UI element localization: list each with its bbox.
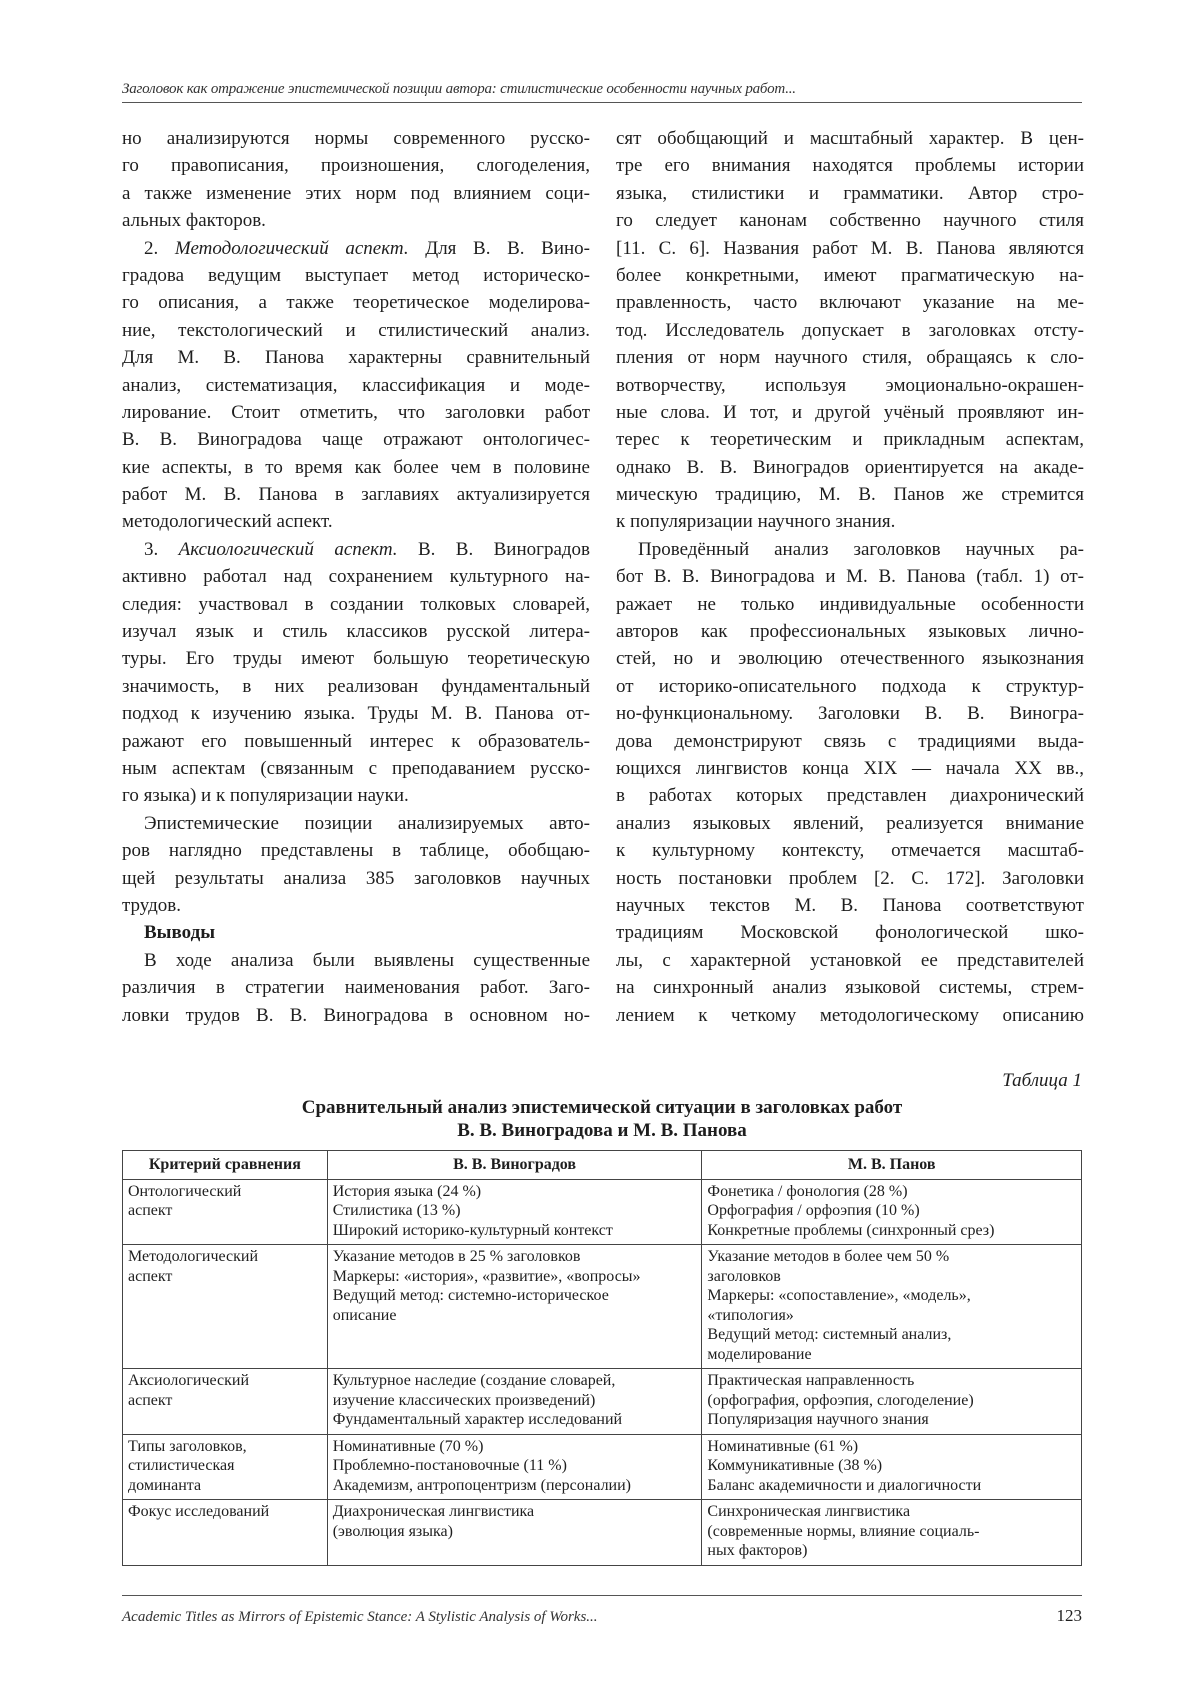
text-line: к культурному контексту, отмечается масштаб- [616, 840, 1084, 862]
text-line: следия: участвовал в создании толковых словарей, [122, 593, 590, 615]
text-line: Проведённый анализ заголовков научных ра- [638, 538, 1084, 560]
header-rule [122, 102, 1082, 103]
criterion-cell [123, 1500, 328, 1566]
text-line: стей, но и эволюцию отечественного языкознания [616, 648, 1084, 670]
text-line: [11. С. 6]. Названия работ М. В. Панова являются [616, 237, 1084, 259]
footer-rule [122, 1595, 1082, 1596]
text-line: тре его внимания находятся проблемы истории [616, 155, 1084, 177]
text-line: на синхронный анализ языковой системы, стрем- [616, 977, 1084, 999]
cell-line: Проблемно-постановочные (11 %) [332, 1457, 567, 1474]
aspect-term: Аксиологический аспект. [178, 538, 398, 560]
paragraph [616, 125, 1084, 536]
left-column [122, 125, 590, 1029]
text-line: В. В. Виноградова чаще отражают онтологичес- [122, 429, 590, 451]
text-line: градова ведущим выступает метод историческо- [122, 264, 590, 286]
text-run: Для В. В. Вино- [425, 237, 590, 259]
text-line: кие аспекты, в то время как более чем в половине [122, 456, 590, 478]
text-line: однако В. В. Виноградов ориентируется на акаде- [616, 456, 1084, 478]
text-line: лирование. Стоит отметить, что заголовки работ [122, 401, 590, 423]
text-line: ющихся лингвистов конца XIX — начала XX вв., [616, 757, 1084, 779]
column-header: Критерий сравнения [123, 1151, 328, 1180]
text-line: ров наглядно представлены в таблице, обобщаю- [122, 840, 590, 862]
text-line: изучал язык и стиль классиков русской литера- [122, 621, 590, 643]
text-line: туры. Его труды имеют большую теоретическую [122, 648, 590, 670]
table-row [123, 1369, 1082, 1435]
cell-line: описание [332, 1306, 397, 1324]
text-line: правленность, часто включают указание на ме- [616, 292, 1084, 314]
cell-line: стилистическая [128, 1457, 235, 1474]
cell-line: (современные нормы, влияние социаль- [707, 1522, 980, 1540]
text-line: традициям Московской фонологической шко- [616, 922, 1084, 944]
paragraph-axiological [122, 536, 590, 810]
cell-line: Практическая направленность [707, 1372, 915, 1389]
text-line: авторов как профессиональных языковых лично- [616, 621, 1084, 643]
text-line: ловки трудов В. В. Виноградова в основном но- [122, 1004, 590, 1026]
text-line: го описания, а также теоретическое моделирова- [122, 292, 590, 314]
cell-line: Стилистика (13 %) [332, 1202, 461, 1219]
text-line: ние, текстологический и стилистический анализ. [122, 319, 590, 341]
aspect-term: Методологический аспект. [174, 237, 409, 259]
text-line: ным аспектам (связанным с преподаванием русско- [122, 757, 590, 779]
paragraph [122, 947, 590, 1029]
text-line: от историко-описательного подхода к структур- [616, 675, 1084, 697]
cell-line: Культурное наследие (создание словарей, [332, 1372, 616, 1389]
text-line: научных текстов М. В. Панова соответствуют [616, 894, 1084, 916]
list-number: 2. [144, 237, 159, 259]
text-line: альных факторов. [122, 210, 266, 232]
table-row [123, 1500, 1082, 1566]
text-line: щей результаты анализа 385 заголовков научных [122, 867, 590, 889]
cell-line: Онтологический [128, 1182, 242, 1200]
text-line: методологический аспект. [122, 511, 333, 533]
cell-line: доминанта [128, 1476, 202, 1494]
running-header: Заголовок как отражение эпистемической позиции автора: стилистические особенности научных работ... [122, 81, 796, 97]
cell-line: изучение классических произведений) [332, 1391, 596, 1409]
cell-line: (эволюция языка) [332, 1522, 453, 1540]
text-line: более конкретными, имеют прагматическую на- [616, 264, 1084, 286]
text-line: но-функциональному. Заголовки В. В. Виногра- [616, 703, 1084, 725]
cell-line: Номинативные (70 %) [332, 1437, 484, 1455]
text-line: лы, с характерной установкой ее представителей [616, 949, 1084, 971]
text-line: ражает не только индивидуальные особенности [616, 593, 1084, 615]
cell-line: Синхроническая лингвистика [707, 1503, 911, 1520]
panov-cell [702, 1245, 1082, 1369]
text-line [122, 536, 590, 563]
cell-line: моделирование [707, 1345, 812, 1363]
text-line: подход к изучению языка. Труды М. В. Панова от- [122, 703, 590, 725]
panov-cell [702, 1500, 1082, 1566]
text-line: Для М. В. Панова характерны сравнительный [122, 347, 590, 369]
criterion-cell [123, 1179, 328, 1245]
vinogradov-cell [327, 1500, 702, 1566]
cell-line: Фонетика / фонология (28 %) [707, 1182, 908, 1200]
table-row [123, 1434, 1082, 1500]
cell-line: Ведущий метод: системно-историческое [332, 1287, 609, 1304]
cell-line: ных факторов) [707, 1542, 808, 1559]
cell-line: Аксиологический [128, 1372, 250, 1389]
text-line: дова демонстрируют связь с традициями выда- [616, 730, 1084, 752]
text-line: ность постановки проблем [2. С. 172]. Заголовки [616, 867, 1084, 889]
cell-line: Указание методов в более чем 50 % [707, 1248, 950, 1265]
text-line: активно работал над сохранением культурного на- [122, 566, 590, 588]
text-run: В. В. Виноградов [417, 538, 590, 560]
cell-line: Широкий историко-культурный контекст [332, 1221, 613, 1239]
text-line: работ М. В. Панова в заглавиях актуализируется [122, 484, 590, 506]
panov-cell [702, 1179, 1082, 1245]
column-header: М. В. Панов [702, 1151, 1082, 1180]
text-line: го языка) и к популяризации науки. [122, 785, 409, 807]
text-line: лением к четкому методологическому описанию [616, 1004, 1084, 1026]
section-heading: Выводы [144, 922, 216, 944]
cell-line: Маркеры: «история», «развитие», «вопросы» [332, 1267, 641, 1285]
text-line: но анализируются нормы современного русско- [122, 128, 590, 149]
table-row [123, 1245, 1082, 1369]
cell-line: Маркеры: «сопоставление», «модель», [707, 1287, 971, 1304]
text-line: ражают его повышенный интерес к образователь- [122, 730, 590, 752]
table-label: Таблица 1 [1002, 1070, 1082, 1091]
table-title-line: В. В. Виноградова и М. В. Панова [457, 1120, 747, 1141]
cell-line: (орфография, орфоэпия, слогоделение) [707, 1391, 974, 1409]
cell-line: аспект [128, 1202, 173, 1219]
text-line: анализ языковых явлений, реализуется внимание [616, 812, 1084, 834]
text-line: вотворчеству, используя эмоционально-окрашен- [616, 374, 1084, 396]
vinogradov-cell [327, 1434, 702, 1500]
criterion-cell [123, 1245, 328, 1369]
cell-line: Баланс академичности и диалогичности [707, 1476, 982, 1494]
text-line: различия в стратегии наименования работ. Заго- [122, 977, 590, 999]
text-line: Эпистемические позиции анализируемых авто- [144, 812, 590, 834]
cell-line: Указание методов в 25 % заголовков [332, 1248, 581, 1265]
text-line: сят обобщающий и масштабный характер. В цен- [616, 128, 1084, 149]
text-line: ные слова. И тот, и другой учёный проявляют ин- [616, 401, 1084, 423]
text-line: значимость, в них реализован фундаментальный [122, 675, 590, 697]
list-number: 3. [144, 538, 159, 560]
cell-line: Ведущий метод: системный анализ, [707, 1326, 952, 1343]
paragraph [616, 536, 1084, 1029]
vinogradov-cell [327, 1369, 702, 1435]
cell-line: Коммуникативные (38 %) [707, 1457, 883, 1474]
text-line: трудов. [122, 894, 181, 916]
panov-cell [702, 1369, 1082, 1435]
cell-line: «типология» [707, 1306, 794, 1324]
column-header: В. В. Виноградов [327, 1151, 702, 1180]
criterion-cell [123, 1369, 328, 1435]
cell-line: Конкретные проблемы (синхронный срез) [707, 1221, 995, 1239]
cell-line: Фокус исследований [128, 1503, 270, 1520]
cell-line: Типы заголовков, [128, 1437, 247, 1455]
paragraph-methodological [122, 235, 590, 536]
paragraph [122, 810, 590, 920]
paragraph [122, 125, 590, 235]
table-title-line: Сравнительный анализ эпистемической ситуации в заголовках работ [301, 1097, 903, 1118]
comparison-table [122, 1150, 1082, 1566]
running-footer: Academic Titles as Mirrors of Epistemic Stance: A Stylistic Analysis of Works... [122, 1609, 598, 1625]
text-line: к популяризации научного знания. [616, 511, 896, 533]
text-line: го следует канонам собственно научного стиля [616, 210, 1084, 232]
vinogradov-cell [327, 1245, 702, 1369]
cell-line: аспект [128, 1267, 173, 1285]
cell-line: Диахроническая лингвистика [332, 1503, 535, 1520]
cell-line: Номинативные (61 %) [707, 1437, 859, 1455]
text-line: тод. Исследователь допускает в заголовках отсту- [616, 319, 1084, 341]
text-line: в работах которых представлен диахронический [616, 785, 1084, 807]
cell-line: Фундаментальный характер исследований [332, 1411, 623, 1428]
text-line: бот В. В. Виноградова и М. В. Панова (табл. 1) от- [616, 566, 1084, 588]
page-number: 123 [1056, 1606, 1082, 1625]
text-line: пления от норм научного стиля, обращаясь к сло- [616, 347, 1084, 369]
cell-line: Орфография / орфоэпия (10 %) [707, 1202, 920, 1219]
right-column [616, 125, 1084, 1029]
vinogradov-cell [327, 1179, 702, 1245]
text-line [122, 235, 590, 262]
cell-line: Популяризация научного знания [707, 1411, 929, 1428]
panov-cell [702, 1434, 1082, 1500]
text-line: языка, стилистики и грамматики. Автор стро- [616, 182, 1084, 204]
text-line: мическую традицию, М. В. Панов же стремится [616, 484, 1084, 506]
text-line: В ходе анализа были выявлены существенные [144, 949, 590, 971]
table-row [123, 1179, 1082, 1245]
cell-line: аспект [128, 1391, 173, 1409]
text-line: терес к теоретическим и прикладным аспектам, [616, 429, 1084, 451]
cell-line: История языка (24 %) [332, 1182, 482, 1200]
cell-line: Академизм, антропоцентризм (персоналии) [332, 1476, 631, 1494]
cell-line: заголовков [707, 1267, 781, 1285]
text-line: а также изменение этих норм под влиянием соци- [122, 182, 590, 204]
table-title [122, 1096, 1082, 1142]
text-line: го правописания, произношения, слогоделения, [122, 155, 590, 177]
text-line: анализ, систематизация, классификация и моде- [122, 374, 590, 396]
criterion-cell [123, 1434, 328, 1500]
cell-line: Методологический [128, 1248, 259, 1265]
table-header-row [123, 1151, 1082, 1180]
